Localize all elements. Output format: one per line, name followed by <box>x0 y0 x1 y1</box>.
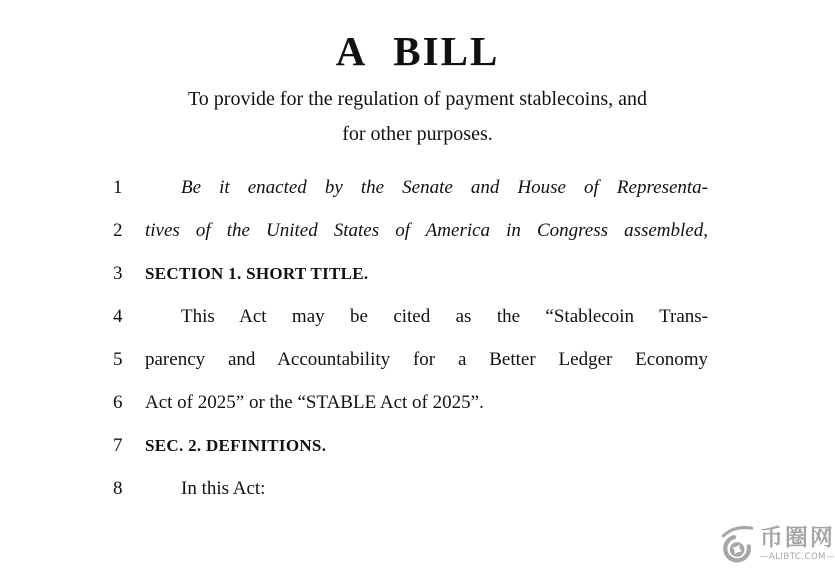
line-number: 3 <box>113 263 123 284</box>
line-text: In this Act: <box>181 478 266 499</box>
bill-line <box>0 467 835 510</box>
section-heading: SEC. 2. DEFINITIONS. <box>145 436 327 455</box>
line-number: 2 <box>113 220 123 241</box>
bill-line <box>0 424 835 467</box>
section-heading: SECTION 1. SHORT TITLE. <box>145 264 369 283</box>
bill-title: A BILL <box>335 28 500 74</box>
line-number: 6 <box>113 392 123 413</box>
bill-line <box>0 381 835 424</box>
line-text: This Act may be cited as the “Stablecoin Trans- <box>181 306 708 327</box>
line-number: 7 <box>113 435 123 456</box>
bill-long-title-line-1: To provide for the regulation of payment stablecoins, and <box>187 88 648 110</box>
bill-body <box>0 166 835 510</box>
coin-circle-logo-icon <box>719 524 757 564</box>
line-text: Be it enacted by the Senate and House of Representa- <box>181 177 708 198</box>
bill-line <box>0 252 835 295</box>
watermark-site-name: 币圈网 <box>759 525 835 551</box>
bill-long-title-line-2: for other purposes. <box>342 123 493 145</box>
bill-line <box>0 166 835 209</box>
bill-line <box>0 338 835 381</box>
line-number: 1 <box>113 177 123 198</box>
watermark <box>719 526 835 564</box>
line-number: 4 <box>113 306 123 327</box>
line-text: tives of the United States of America in Congress assembled, <box>145 220 708 241</box>
line-text: parency and Accountability for a Better Ledger Economy <box>145 349 708 370</box>
line-number: 8 <box>113 478 123 499</box>
bill-line <box>0 295 835 338</box>
watermark-text <box>760 526 835 562</box>
line-text: Act of 2025” or the “STABLE Act of 2025”. <box>145 392 484 413</box>
line-number: 5 <box>113 349 123 370</box>
bill-line <box>0 209 835 252</box>
bill-long-title <box>0 82 835 152</box>
watermark-site-url: —ALIBTC.COM— <box>759 552 835 562</box>
